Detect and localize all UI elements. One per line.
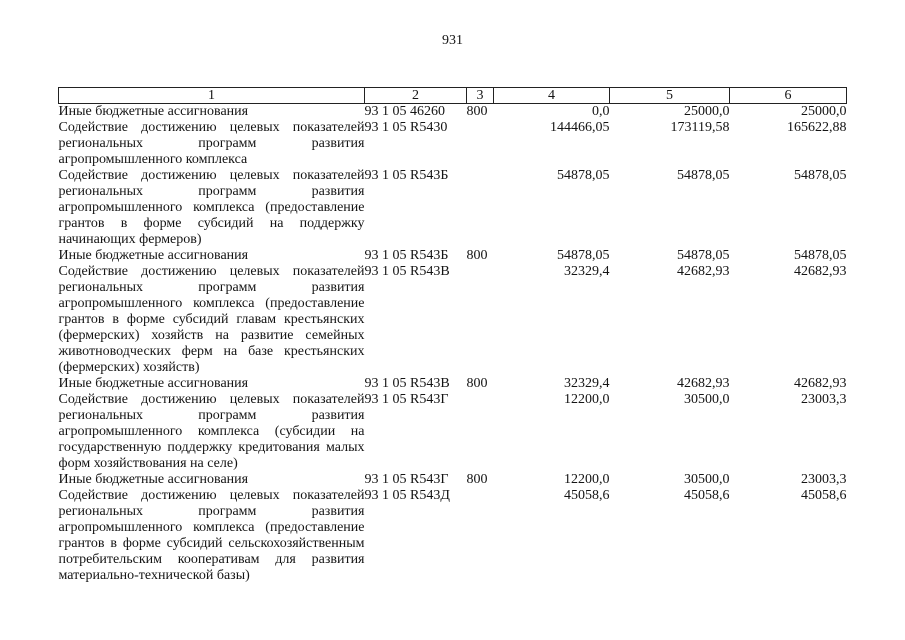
row-code: 93 1 05 R543Б (364, 248, 449, 263)
row-name: Содействие достижению целевых показателей региональных программ развития агропромышленного комплекса (предоставление грантов в форме субсидий на поддержку начинающих фермеров) (58, 168, 365, 247)
row-amount-col4: 12200,0 (564, 392, 610, 407)
row-code: 93 1 05 46260 (364, 104, 445, 119)
table-row (59, 472, 847, 488)
row-expense-type: 800 (466, 376, 488, 391)
budget-table (58, 87, 847, 584)
row-amount-col5: 25000,0 (684, 104, 730, 119)
row-amount-col6: 42682,93 (794, 376, 847, 391)
row-amount-col5: 30500,0 (684, 392, 730, 407)
row-amount-col6: 54878,05 (794, 248, 847, 263)
row-amount-col6: 23003,3 (801, 472, 847, 487)
row-amount-col6: 23003,3 (801, 392, 847, 407)
row-amount-col4: 0,0 (592, 104, 610, 119)
row-code: 93 1 05 R543В (364, 376, 450, 391)
row-amount-col6: 54878,05 (794, 168, 847, 183)
row-expense-type (467, 120, 494, 168)
row-code: 93 1 05 R543Б (364, 168, 449, 183)
row-code: 93 1 05 R5430 (364, 120, 448, 135)
table-row (59, 392, 847, 472)
row-amount-col4: 45058,6 (564, 488, 610, 503)
table-row (59, 120, 847, 168)
row-name: Содействие достижению целевых показателей региональных программ развития агропромышленного комплекса (предоставление грантов в форме субсидий сельскохозяйственным потребительским кооперативам для развития материально-технической базы) (58, 488, 365, 583)
row-code: 93 1 05 R543Г (364, 392, 449, 407)
header-col-4: 4 (494, 88, 610, 104)
row-amount-col4: 54878,05 (557, 168, 610, 183)
header-col-6: 6 (730, 88, 847, 104)
row-name: Иные бюджетные ассигнования (58, 104, 249, 119)
row-amount-col6: 165622,88 (787, 120, 847, 135)
table-row (59, 168, 847, 248)
table-row (59, 488, 847, 584)
table-row (59, 264, 847, 376)
row-name: Содействие достижению целевых показателей региональных программ развития агропромышленного комплекса (58, 120, 365, 167)
table-header-row (59, 88, 847, 104)
page-number: 931 (442, 33, 463, 48)
header-col-2: 2 (365, 88, 467, 104)
row-expense-type: 800 (466, 248, 488, 263)
header-col-3: 3 (467, 88, 494, 104)
header-col-1: 1 (59, 88, 365, 104)
row-expense-type: 800 (466, 104, 488, 119)
row-amount-col5: 42682,93 (677, 264, 730, 279)
row-expense-type (467, 392, 494, 472)
row-amount-col5: 173119,58 (670, 120, 730, 135)
table-row (59, 104, 847, 121)
row-name: Иные бюджетные ассигнования (58, 376, 249, 391)
table-row (59, 376, 847, 392)
budget-table-frame (58, 87, 846, 584)
table-row (59, 248, 847, 264)
row-amount-col5: 45058,6 (684, 488, 730, 503)
row-amount-col5: 30500,0 (684, 472, 730, 487)
row-code: 93 1 05 R543Г (364, 472, 449, 487)
row-name: Иные бюджетные ассигнования (58, 472, 249, 487)
row-code: 93 1 05 R543В (364, 264, 450, 279)
header-col-5: 5 (610, 88, 730, 104)
row-expense-type (467, 168, 494, 248)
row-amount-col4: 54878,05 (557, 248, 610, 263)
row-amount-col4: 32329,4 (564, 264, 610, 279)
row-name: Содействие достижению целевых показателей региональных программ развития агропромышленного комплекса (предоставление грантов в форме субсидий главам крестьянских (фермерских) хозяйств на развитие семейных животноводческих ферм на базе крестьянских (фермерских) хозяйств) (58, 264, 365, 375)
row-expense-type (467, 264, 494, 376)
row-amount-col4: 144466,05 (550, 120, 610, 135)
row-code: 93 1 05 R543Д (364, 488, 450, 503)
row-amount-col4: 12200,0 (564, 472, 610, 487)
row-expense-type: 800 (466, 472, 488, 487)
row-amount-col6: 25000,0 (801, 104, 847, 119)
row-amount-col4: 32329,4 (564, 376, 610, 391)
row-amount-col5: 42682,93 (677, 376, 730, 391)
row-name: Иные бюджетные ассигнования (58, 248, 249, 263)
row-amount-col5: 54878,05 (677, 168, 730, 183)
row-amount-col5: 54878,05 (677, 248, 730, 263)
row-amount-col6: 45058,6 (801, 488, 847, 503)
row-expense-type (467, 488, 494, 584)
row-name: Содействие достижению целевых показателей региональных программ развития агропромышленного комплекса (субсидии на государственную поддержку кредитования малых форм хозяйствования на селе) (58, 392, 365, 471)
row-amount-col6: 42682,93 (794, 264, 847, 279)
